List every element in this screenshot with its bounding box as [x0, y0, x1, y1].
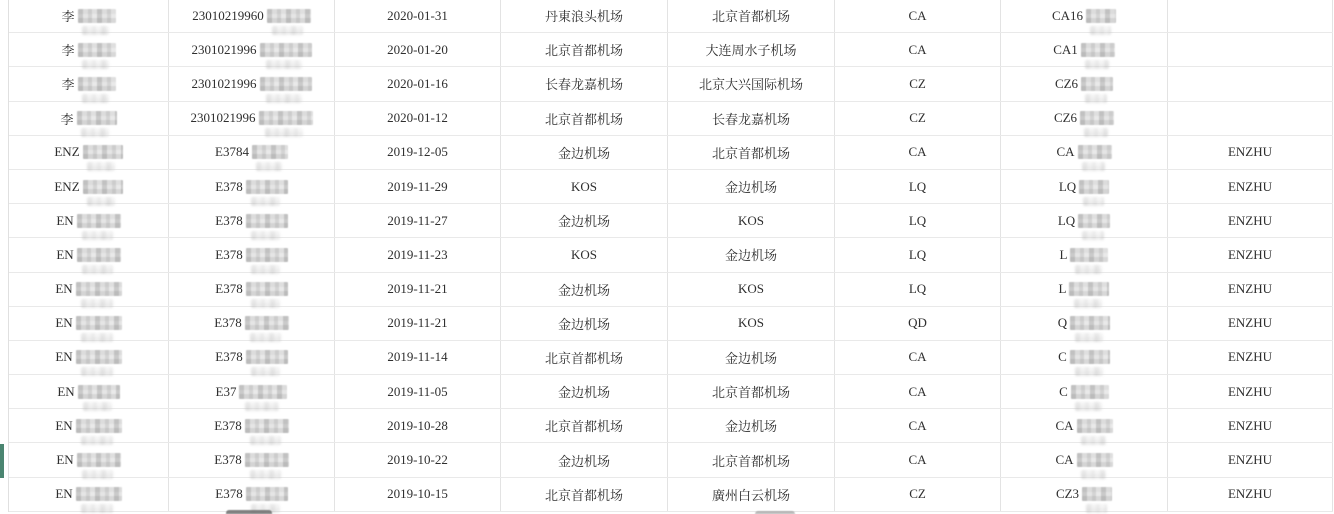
- redacted-block: [246, 180, 288, 194]
- redacted-block: [1086, 9, 1116, 23]
- cell-id-number[interactable]: E378: [169, 204, 335, 237]
- cell-flight-number[interactable]: LQ: [1001, 170, 1168, 203]
- cell-departure-airport[interactable]: 北京首都机场: [501, 33, 668, 66]
- redacted-block: [1069, 282, 1109, 296]
- cell-flight-number[interactable]: CA: [1001, 443, 1168, 476]
- cell-flight-number[interactable]: C: [1001, 341, 1168, 374]
- table-row: [9, 375, 1333, 409]
- cell-departure-airport[interactable]: 丹東浪头机场: [501, 0, 668, 32]
- redacted-block: [1077, 419, 1113, 433]
- redacted-block: [260, 77, 312, 91]
- cell-id-number[interactable]: E378: [169, 341, 335, 374]
- redacted-block: [1077, 453, 1113, 467]
- cell-flight-date[interactable]: 2019-11-14: [335, 341, 501, 374]
- cell-flight-number[interactable]: CA: [1001, 136, 1168, 169]
- cell-arrival-airport[interactable]: 北京首都机场: [668, 136, 835, 169]
- cell-passenger-name[interactable]: EN: [9, 273, 169, 306]
- table-row: [9, 307, 1333, 341]
- cell-flight-date[interactable]: 2020-01-16: [335, 67, 501, 100]
- cell-passenger-name[interactable]: ENZ: [9, 136, 169, 169]
- cell-passenger-name[interactable]: 李: [9, 33, 169, 66]
- cell-passenger-name[interactable]: EN: [9, 443, 169, 476]
- next-row-redacted-block-peek: [226, 510, 272, 514]
- redacted-block: [76, 419, 122, 433]
- cell-passenger-name[interactable]: EN: [9, 409, 169, 442]
- cell-airline-code[interactable]: CZ: [835, 478, 1001, 511]
- cell-airline-code[interactable]: CA: [835, 409, 1001, 442]
- redacted-block: [245, 419, 289, 433]
- cell-id-number[interactable]: E37: [169, 375, 335, 408]
- cell-id-number[interactable]: E378: [169, 478, 335, 511]
- cell-passenger-name[interactable]: EN: [9, 204, 169, 237]
- redacted-block: [1070, 316, 1110, 330]
- redacted-block: [245, 316, 289, 330]
- cell-departure-airport[interactable]: 北京首都机场: [501, 102, 668, 135]
- cell-departure-airport[interactable]: 金边机场: [501, 375, 668, 408]
- cell-flight-number[interactable]: CA1: [1001, 33, 1168, 66]
- cell-passenger-name[interactable]: EN: [9, 478, 169, 511]
- cell-departure-airport[interactable]: 金边机场: [501, 307, 668, 340]
- cell-passenger-name[interactable]: EN: [9, 375, 169, 408]
- cell-passenger-name[interactable]: EN: [9, 307, 169, 340]
- cell-flight-number[interactable]: LQ: [1001, 204, 1168, 237]
- cell-flight-date[interactable]: 2019-10-15: [335, 478, 501, 511]
- cell-id-number[interactable]: E378: [169, 443, 335, 476]
- cell-flight-date[interactable]: 2019-11-23: [335, 238, 501, 271]
- redacted-block: [246, 282, 288, 296]
- redacted-block: [1078, 214, 1110, 228]
- cell-passenger-name[interactable]: 李: [9, 102, 169, 135]
- cell-flight-date[interactable]: 2020-01-31: [335, 0, 501, 32]
- cell-flight-date[interactable]: 2019-11-21: [335, 273, 501, 306]
- cell-flight-number[interactable]: CA: [1001, 409, 1168, 442]
- cell-airline-code[interactable]: CZ: [835, 67, 1001, 100]
- redacted-block: [76, 282, 122, 296]
- cell-airline-code[interactable]: LQ: [835, 204, 1001, 237]
- redacted-block: [1081, 77, 1113, 91]
- cell-arrival-airport[interactable]: KOS: [668, 204, 835, 237]
- redacted-block: [76, 316, 122, 330]
- redacted-block: [78, 385, 120, 399]
- cell-passenger-tag[interactable]: ENZHU: [1168, 409, 1333, 442]
- table-row: [9, 67, 1333, 101]
- cell-passenger-tag[interactable]: ENZHU: [1168, 170, 1333, 203]
- table-row: [9, 341, 1333, 375]
- cell-passenger-tag[interactable]: ENZHU: [1168, 307, 1333, 340]
- cell-id-number[interactable]: E378: [169, 238, 335, 271]
- cell-airline-code[interactable]: LQ: [835, 273, 1001, 306]
- cell-passenger-tag[interactable]: ENZHU: [1168, 341, 1333, 374]
- cell-flight-date[interactable]: 2019-11-27: [335, 204, 501, 237]
- cell-id-number[interactable]: E3784: [169, 136, 335, 169]
- redacted-block: [245, 453, 289, 467]
- cell-departure-airport[interactable]: 北京首都机场: [501, 478, 668, 511]
- redacted-block: [1080, 111, 1114, 125]
- redacted-block: [76, 350, 122, 364]
- redacted-block: [259, 111, 313, 125]
- cell-arrival-airport[interactable]: 大连周水子机场: [668, 33, 835, 66]
- cell-flight-date[interactable]: 2020-01-12: [335, 102, 501, 135]
- redacted-block: [77, 248, 121, 262]
- cell-passenger-tag[interactable]: [1168, 102, 1333, 135]
- cell-airline-code[interactable]: QD: [835, 307, 1001, 340]
- cell-arrival-airport[interactable]: 廣州白云机场: [668, 478, 835, 511]
- cell-arrival-airport[interactable]: 长春龙嘉机场: [668, 102, 835, 135]
- cell-passenger-tag[interactable]: ENZHU: [1168, 136, 1333, 169]
- cell-id-number[interactable]: E378: [169, 409, 335, 442]
- cell-airline-code[interactable]: CA: [835, 443, 1001, 476]
- cell-flight-number[interactable]: C: [1001, 375, 1168, 408]
- redacted-block: [267, 9, 311, 23]
- redacted-block: [239, 385, 287, 399]
- cell-arrival-airport[interactable]: 金边机场: [668, 341, 835, 374]
- cell-arrival-airport[interactable]: KOS: [668, 273, 835, 306]
- redacted-block: [78, 9, 116, 23]
- cell-arrival-airport[interactable]: 金边机场: [668, 170, 835, 203]
- cell-airline-code[interactable]: CA: [835, 33, 1001, 66]
- redacted-block: [77, 453, 121, 467]
- cell-flight-date[interactable]: 2019-11-21: [335, 307, 501, 340]
- cell-id-number[interactable]: 2301021996: [169, 67, 335, 100]
- cell-passenger-name[interactable]: EN: [9, 238, 169, 271]
- cell-flight-number[interactable]: L: [1001, 273, 1168, 306]
- cell-airline-code[interactable]: CZ: [835, 102, 1001, 135]
- cell-passenger-tag[interactable]: ENZHU: [1168, 204, 1333, 237]
- cell-airline-code[interactable]: LQ: [835, 238, 1001, 271]
- cell-arrival-airport[interactable]: 北京首都机场: [668, 0, 835, 32]
- redacted-block: [77, 214, 121, 228]
- cell-passenger-tag[interactable]: [1168, 33, 1333, 66]
- table-row: [9, 443, 1333, 477]
- redacted-block: [1071, 385, 1109, 399]
- cell-flight-date[interactable]: 2019-10-22: [335, 443, 501, 476]
- row-selection-indicator: [0, 444, 4, 478]
- cell-departure-airport[interactable]: KOS: [501, 170, 668, 203]
- cell-departure-airport[interactable]: 北京首都机场: [501, 341, 668, 374]
- cell-flight-number[interactable]: L: [1001, 238, 1168, 271]
- cell-id-number[interactable]: 2301021996: [169, 102, 335, 135]
- cell-passenger-tag[interactable]: ENZHU: [1168, 273, 1333, 306]
- redacted-block: [1082, 487, 1112, 501]
- cell-airline-code[interactable]: CA: [835, 341, 1001, 374]
- redacted-block: [83, 145, 123, 159]
- cell-id-number[interactable]: 2301021996: [169, 33, 335, 66]
- redacted-block: [1070, 350, 1110, 364]
- cell-departure-airport[interactable]: 金边机场: [501, 273, 668, 306]
- redacted-block: [78, 77, 116, 91]
- cell-departure-airport[interactable]: 金边机场: [501, 204, 668, 237]
- cell-arrival-airport[interactable]: 北京首都机场: [668, 443, 835, 476]
- cell-flight-number[interactable]: CZ6: [1001, 67, 1168, 100]
- table-row: [9, 478, 1333, 512]
- cell-flight-number[interactable]: CA16: [1001, 0, 1168, 32]
- redacted-block: [246, 214, 288, 228]
- cell-passenger-tag[interactable]: ENZHU: [1168, 375, 1333, 408]
- cell-id-number[interactable]: E378: [169, 273, 335, 306]
- cell-departure-airport[interactable]: 金边机场: [501, 136, 668, 169]
- table-row: [9, 238, 1333, 272]
- redacted-block: [246, 487, 288, 501]
- cell-airline-code[interactable]: CA: [835, 0, 1001, 32]
- cell-id-number[interactable]: 23010219960: [169, 0, 335, 32]
- redacted-block: [246, 350, 288, 364]
- cell-flight-date[interactable]: 2019-11-05: [335, 375, 501, 408]
- cell-flight-number[interactable]: Q: [1001, 307, 1168, 340]
- cell-departure-airport[interactable]: KOS: [501, 238, 668, 271]
- cell-flight-number[interactable]: CZ6: [1001, 102, 1168, 135]
- redacted-block: [260, 43, 312, 57]
- cell-passenger-tag[interactable]: ENZHU: [1168, 443, 1333, 476]
- cell-passenger-name[interactable]: ENZ: [9, 170, 169, 203]
- table-row: [9, 33, 1333, 67]
- redacted-block: [1070, 248, 1108, 262]
- cell-flight-date[interactable]: 2019-12-05: [335, 136, 501, 169]
- cell-passenger-tag[interactable]: ENZHU: [1168, 238, 1333, 271]
- cell-arrival-airport[interactable]: KOS: [668, 307, 835, 340]
- redacted-block: [1081, 43, 1115, 57]
- table-row: [9, 170, 1333, 204]
- redacted-block: [78, 43, 116, 57]
- cell-arrival-airport[interactable]: 北京首都机场: [668, 375, 835, 408]
- cell-flight-date[interactable]: 2019-10-28: [335, 409, 501, 442]
- cell-flight-number[interactable]: CZ3: [1001, 478, 1168, 511]
- cell-flight-date[interactable]: 2020-01-20: [335, 33, 501, 66]
- cell-passenger-name[interactable]: 李: [9, 0, 169, 32]
- cell-departure-airport[interactable]: 北京首都机场: [501, 409, 668, 442]
- redacted-block: [77, 111, 117, 125]
- cell-flight-date[interactable]: 2019-11-29: [335, 170, 501, 203]
- table-row: [9, 273, 1333, 307]
- cell-departure-airport[interactable]: 长春龙嘉机场: [501, 67, 668, 100]
- table-row: [9, 409, 1333, 443]
- cell-airline-code[interactable]: LQ: [835, 170, 1001, 203]
- cell-id-number[interactable]: E378: [169, 170, 335, 203]
- cell-passenger-name[interactable]: EN: [9, 341, 169, 374]
- cell-arrival-airport[interactable]: 金边机场: [668, 409, 835, 442]
- cell-id-number[interactable]: E378: [169, 307, 335, 340]
- cell-passenger-name[interactable]: 李: [9, 67, 169, 100]
- table-row: [9, 136, 1333, 170]
- redacted-block: [83, 180, 123, 194]
- table-row: [9, 0, 1333, 33]
- table-row: [9, 204, 1333, 238]
- cell-arrival-airport[interactable]: 北京大兴国际机场: [668, 67, 835, 100]
- cell-passenger-tag[interactable]: [1168, 67, 1333, 100]
- table-row: [9, 102, 1333, 136]
- flight-record-table: [8, 0, 1333, 512]
- cell-airline-code[interactable]: CA: [835, 136, 1001, 169]
- redacted-block: [246, 248, 288, 262]
- redacted-block: [252, 145, 288, 159]
- cell-departure-airport[interactable]: 金边机场: [501, 443, 668, 476]
- cell-arrival-airport[interactable]: 金边机场: [668, 238, 835, 271]
- cell-airline-code[interactable]: CA: [835, 375, 1001, 408]
- redacted-block: [1078, 145, 1112, 159]
- redacted-block: [76, 487, 122, 501]
- cell-passenger-tag[interactable]: [1168, 0, 1333, 32]
- redacted-block: [1079, 180, 1109, 194]
- cell-passenger-tag[interactable]: ENZHU: [1168, 478, 1333, 511]
